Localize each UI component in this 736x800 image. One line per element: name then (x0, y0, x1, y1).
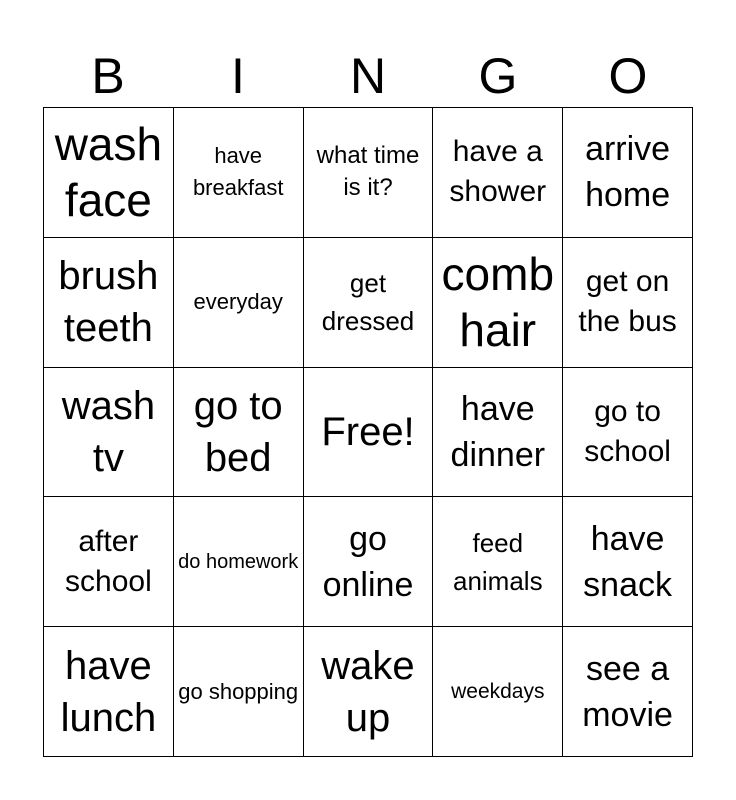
bingo-cell (563, 497, 693, 627)
cell-text: get on the bus (578, 265, 677, 339)
bingo-cell (433, 108, 563, 238)
cell-text: wash face (54, 118, 163, 227)
bingo-cell (563, 238, 693, 368)
bingo-header (43, 44, 693, 108)
cell-text: Free! (321, 409, 415, 454)
cell-text: arrive home (585, 130, 671, 215)
header-letter-n: N (349, 48, 387, 104)
cell-text: have snack (583, 519, 672, 604)
bingo-cell (433, 497, 563, 627)
bingo-cell (563, 368, 693, 498)
bingo-cell (174, 108, 304, 238)
cell-text: what time is it? (316, 142, 420, 202)
header-letter-g: G (478, 48, 518, 104)
cell-text: wake up (321, 643, 415, 740)
bingo-cell (563, 108, 693, 238)
bingo-cell (44, 368, 174, 498)
bingo-cell (304, 238, 434, 368)
bingo-cell (433, 627, 563, 757)
cell-text: after school (65, 524, 152, 598)
cell-text: do homework (178, 550, 299, 573)
free-space (304, 368, 434, 498)
bingo-cell (44, 108, 174, 238)
cell-text: have breakfast (192, 143, 284, 201)
bingo-cell (44, 497, 174, 627)
cell-text: go to bed (193, 383, 283, 480)
cell-text: have lunch (60, 643, 157, 740)
bingo-cell (44, 627, 174, 757)
cell-text: feed animals (452, 527, 543, 596)
cell-text: have dinner (450, 389, 546, 474)
bingo-cell (433, 238, 563, 368)
bingo-grid (43, 107, 693, 757)
header-letter-i: I (231, 48, 245, 104)
bingo-cell (563, 627, 693, 757)
cell-text: brush teeth (58, 254, 159, 351)
bingo-cell (304, 108, 434, 238)
header-letter-o: O (608, 48, 648, 104)
cell-text: go online (322, 519, 414, 604)
bingo-cell (174, 627, 304, 757)
cell-text: go to school (584, 394, 671, 468)
bingo-cell (174, 497, 304, 627)
cell-text: comb hair (441, 248, 555, 357)
cell-text: have a shower (449, 135, 547, 209)
bingo-cell (304, 627, 434, 757)
header-letter-b: B (91, 48, 125, 104)
bingo-cell (174, 368, 304, 498)
cell-text: weekdays (451, 679, 545, 703)
bingo-cell (304, 497, 434, 627)
cell-text: wash tv (61, 383, 156, 480)
cell-text: see a movie (582, 649, 673, 734)
bingo-cell (174, 238, 304, 368)
cell-text: go shopping (178, 678, 299, 704)
bingo-cell (44, 238, 174, 368)
bingo-cell (433, 368, 563, 498)
cell-text: get dressed (321, 268, 415, 337)
cell-text: everyday (193, 289, 283, 315)
